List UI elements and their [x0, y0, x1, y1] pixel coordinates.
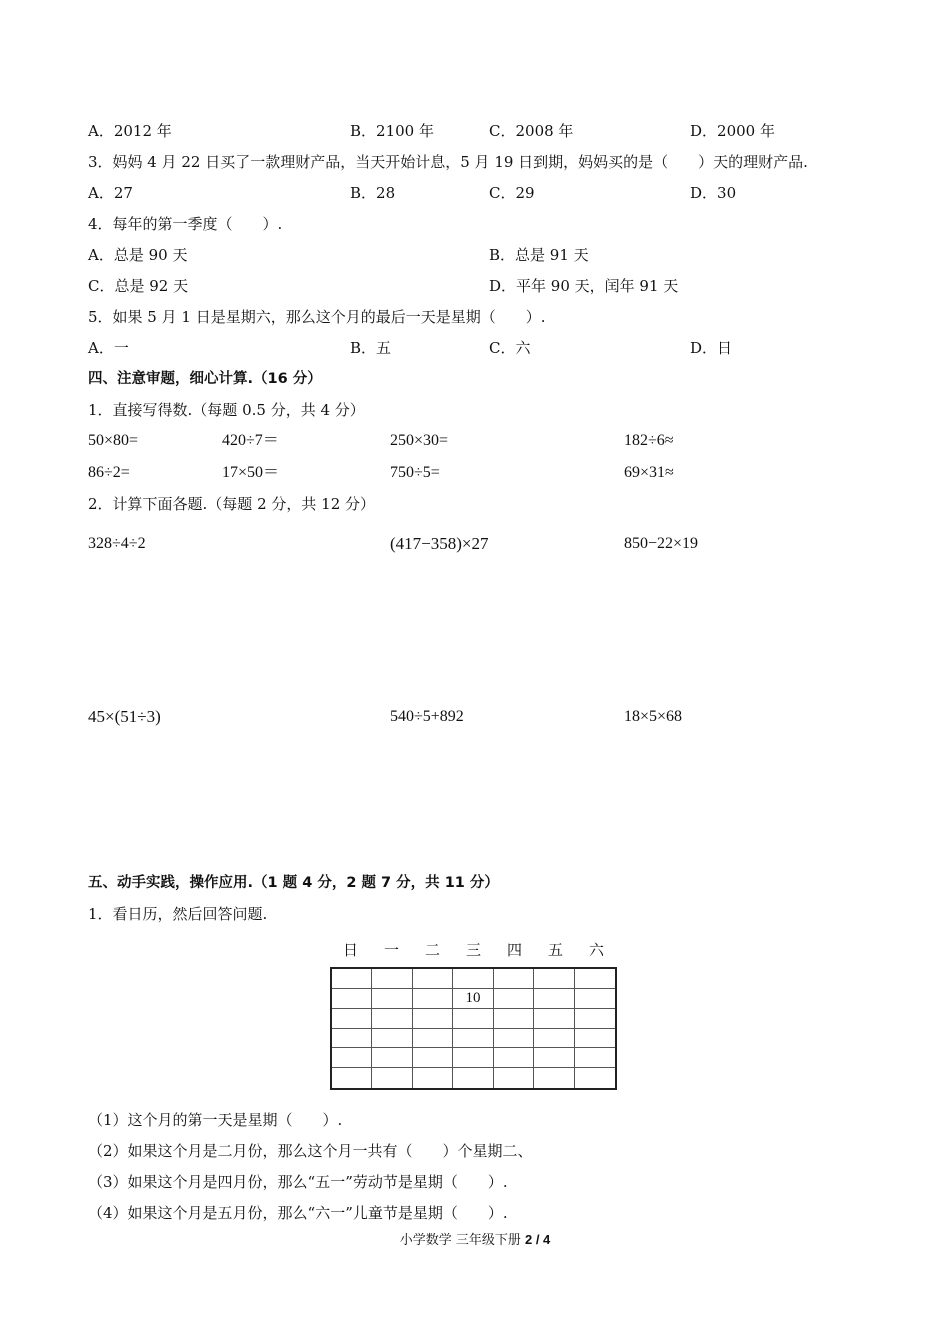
section5-part1: 1．看日历，然后回答问题. [88, 905, 268, 923]
oral-problem: 86÷2= [88, 464, 130, 481]
calc-problem: 328÷4÷2 [88, 535, 146, 552]
calendar-weekday-header [330, 939, 617, 959]
q2-option-d: D．2000 年 [690, 122, 775, 140]
calendar-question-1: （1）这个月的第一天是星期（ ）. [88, 1111, 343, 1129]
calendar-cell [534, 1068, 574, 1088]
calendar-cell [453, 1009, 493, 1029]
q2-option-a: A．2012 年 [88, 122, 172, 140]
calendar-cell [372, 1009, 412, 1029]
oral-problem: 50×80= [88, 432, 139, 449]
calendar-cell [372, 1029, 412, 1049]
calendar-cell [494, 1009, 534, 1029]
calendar-cell [575, 1068, 615, 1088]
calendar-cell [534, 1029, 574, 1049]
q4-option-a: A．总是 90 天 [88, 246, 188, 264]
q5-text: 5．如果 5 月 1 日是星期六，那么这个月的最后一天是星期（ ）. [88, 308, 546, 326]
page-footer [0, 1229, 950, 1248]
q2-option-c: C．2008 年 [489, 122, 574, 140]
calendar-cell [332, 1009, 372, 1029]
calendar-cell [453, 969, 493, 989]
calendar-cell [453, 1048, 493, 1068]
calendar-cell [494, 989, 534, 1009]
calendar-cell [575, 989, 615, 1009]
calc-problem: (417−358)×27 [390, 534, 489, 553]
calendar-cell [372, 969, 412, 989]
weekday-label: 一 [383, 941, 399, 959]
oral-problem: 17×50＝ [222, 464, 280, 481]
q4-option-d: D．平年 90 天，闰年 91 天 [489, 277, 679, 295]
oral-problem: 182÷6≈ [624, 432, 674, 449]
calendar-cell [453, 1029, 493, 1049]
calendar-question-2: （2）如果这个月是二月份，那么这个月一共有（ ）个星期二、 [88, 1142, 533, 1160]
calendar-cell [494, 1068, 534, 1088]
calendar-question-4: （4）如果这个月是五月份，那么“六一”儿童节是星期（ ）. [88, 1204, 508, 1222]
calendar-cell [494, 1029, 534, 1049]
q5-option-c: C．六 [489, 339, 531, 357]
q3-option-c: C．29 [489, 184, 535, 202]
calendar-cell [494, 1048, 534, 1068]
calendar-cell [413, 1029, 453, 1049]
calc-problem: 45×(51÷3) [88, 707, 161, 726]
weekday-label: 五 [547, 941, 563, 959]
weekday-label: 六 [588, 941, 604, 959]
page-number: 2 / 4 [524, 1232, 551, 1247]
calendar-cell [332, 1048, 372, 1068]
q2-option-b: B．2100 年 [350, 122, 434, 140]
calendar-cell [575, 1029, 615, 1049]
calc-problem: 850−22×19 [624, 535, 699, 552]
weekday-label: 日 [342, 941, 358, 959]
oral-problem: 250×30= [390, 432, 449, 449]
calendar-cell [372, 989, 412, 1009]
calendar-cell [372, 1048, 412, 1068]
calendar-cell [413, 1009, 453, 1029]
calendar-cell [413, 1048, 453, 1068]
calendar-cell [413, 1068, 453, 1088]
q4-option-b: B．总是 91 天 [489, 246, 589, 264]
calendar-grid [330, 967, 617, 1090]
section4-part1: 1．直接写得数.（每题 0.5 分，共 4 分） [88, 401, 365, 419]
section4-title: 四、注意审题，细心计算.（16 分） [88, 371, 322, 387]
q4-text: 4．每年的第一季度（ ）. [88, 215, 283, 233]
calendar-cell [372, 1068, 412, 1088]
calendar-cell [413, 989, 453, 1009]
footer-text: 小学数学 三年级下册 [399, 1233, 525, 1248]
calendar-cell [494, 969, 534, 989]
weekday-label: 三 [465, 941, 481, 959]
oral-problem: 750÷5= [390, 464, 440, 481]
q3-option-d: D．30 [690, 184, 737, 202]
oral-problem: 420÷7＝ [222, 432, 279, 449]
q5-option-a: A．一 [88, 339, 129, 357]
q3-option-a: A．27 [88, 184, 133, 202]
section5-title: 五、动手实践，操作应用.（1 题 4 分，2 题 7 分，共 11 分） [88, 875, 499, 891]
calendar-cell [575, 1048, 615, 1068]
q3-text: 3．妈妈 4 月 22 日买了一款理财产品，当天开始计息，5 月 19 日到期，妈妈买的是（ ）天的理财产品. [88, 153, 808, 171]
oral-problem: 69×31≈ [624, 464, 674, 481]
calendar-cell [413, 969, 453, 989]
weekday-label: 四 [506, 941, 522, 959]
calendar-cell [332, 1068, 372, 1088]
calendar-cell [453, 1068, 493, 1088]
q5-option-b: B．五 [350, 339, 392, 357]
calendar-cell [332, 989, 372, 1009]
calc-problem: 540÷5+892 [390, 708, 464, 725]
q3-option-b: B．28 [350, 184, 396, 202]
calendar-question-3: （3）如果这个月是四月份，那么“五一”劳动节是星期（ ）. [88, 1173, 508, 1191]
calendar-cell [534, 1048, 574, 1068]
weekday-label: 二 [424, 941, 440, 959]
calendar-cell [332, 969, 372, 989]
calc-problem: 18×5×68 [624, 708, 683, 725]
calendar-cell [534, 969, 574, 989]
calendar-cell [332, 1029, 372, 1049]
calendar-cell-tuesday-10: 10 [453, 989, 493, 1009]
q4-option-c: C．总是 92 天 [88, 277, 189, 295]
calendar-cell [534, 989, 574, 1009]
calendar-cell [575, 969, 615, 989]
q5-option-d: D．日 [690, 339, 733, 357]
section4-part2: 2．计算下面各题.（每题 2 分，共 12 分） [88, 495, 376, 513]
calendar-cell [534, 1009, 574, 1029]
calendar-cell [575, 1009, 615, 1029]
